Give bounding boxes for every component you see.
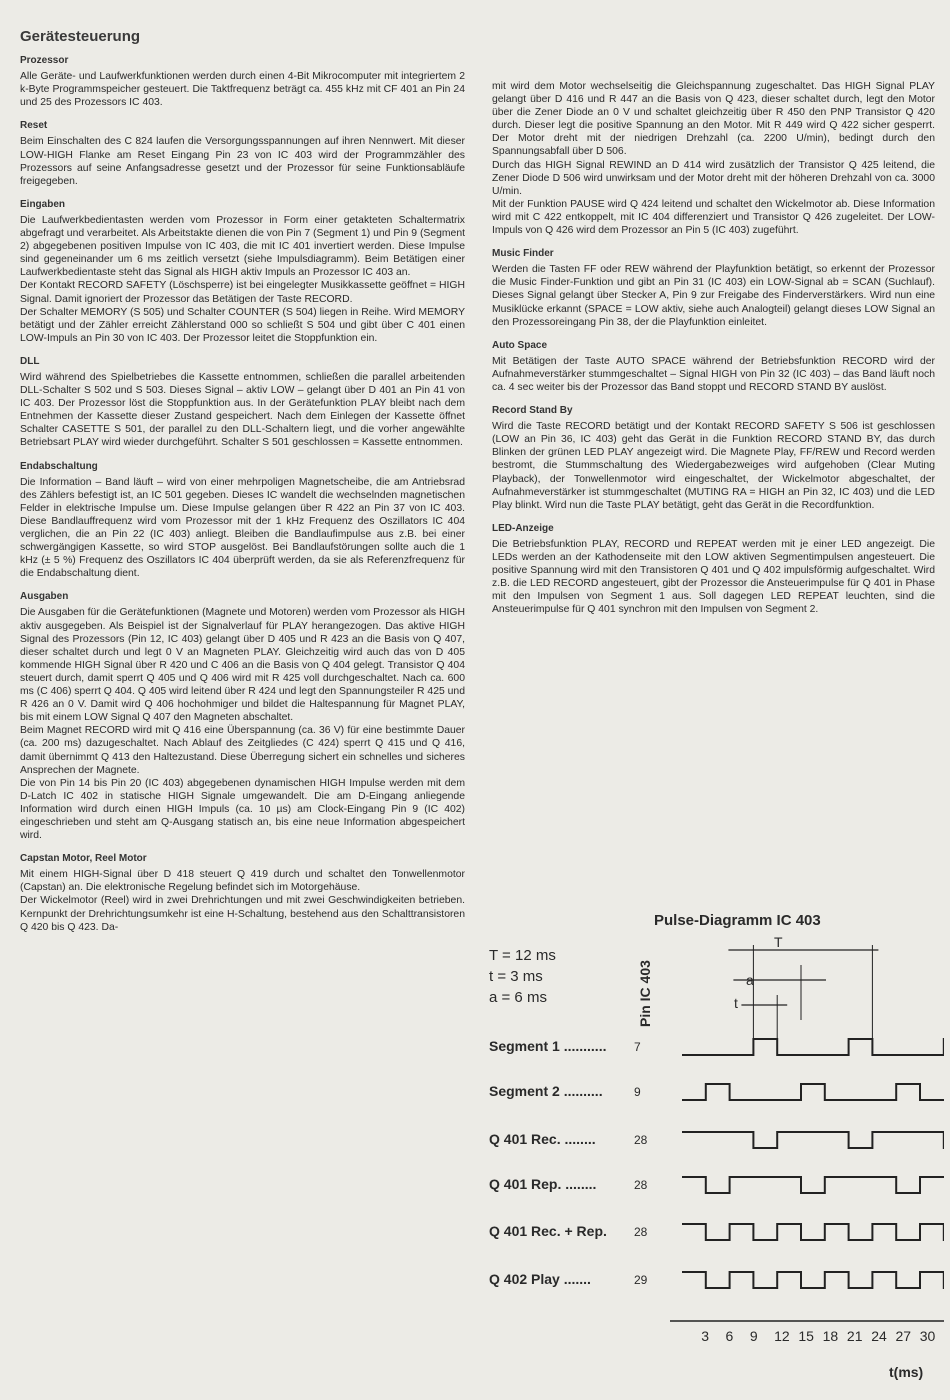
paragraph: Durch das HIGH Signal REWIND an D 414 wird zusätzlich der Transistor Q 425 leitend, die Zener Diode D 506 wird unwirksam und der Motor dreht mit der höheren Drehzahl von ca. 3000 U/min. <box>492 159 935 197</box>
paragraph: Mit Betätigen der Taste AUTO SPACE während der Betriebsfunktion RECORD wird der Aufnahmeverstärker stummgeschaltet – Signal HIGH von Pin 32 (IC 403) – das Band läuft noch ca. 4 sec weiter bis der Prozessor das Band stoppt und RECORD STAND BY auslöst. <box>492 355 935 393</box>
section-heading: Endabschaltung <box>20 460 98 472</box>
paragraph: Werden die Tasten FF oder REW während der Playfunktion betätigt, so erkennt der Prozessor die Music Finder-Funktion und gibt an Pin 31 (IC 403) ein LOW-Signal ab = SCAN (Suchlauf). Dieses Signal gelangt über Stecker A, Pin 9 zur Freigabe des Finderverstärkers. Wird nun eine Musiklücke erkannt (SPACE = LOW aktiv, siehe auch Analogteil) gelangt dieses LOW Signal an den Prozessoreingang Pin 38, der die Playfunktion einleitet. <box>492 264 935 328</box>
right-section <box>492 80 935 237</box>
paragraph: Die Ausgaben für die Gerätefunktionen (Magnete und Motoren) werden vom Prozessor als HIGH aktiv ausgegeben. Als Beispiel ist der Signalverlauf für PLAY herangezogen. Das aktive HIGH Signal des Prozessors (Pin 12, IC 403) gelangt über D 405 und R 423 an die Basis von Q 407, dieser schaltet durch und legt 0 V an Magneten PLAY. Gleichzeitig wird auch das von D 405 kommende HIGH Signal über R 420 und C 406 an die Basis von Q 404 gelegt. Transistor Q 404 steuert durch, damit sperrt Q 405 und Q 406 wird mit R 425 voll durchgeschaltet. Nach ca. 600 ms (C 406) sperrt Q 404. Q 405 wird leitend über R 424 und legt den Spannungsteiler R 425 und R 426 an 0 V. Damit wird Q 406 hochohmiger und bildet die Haltespannung für Magnet PLAY, bis mit einem LOW Signal Q 407 den Magneten abschaltet. <box>20 607 465 724</box>
section-heading: Capstan Motor, Reel Motor <box>20 853 147 865</box>
right-section <box>492 339 935 394</box>
left-section <box>20 54 465 109</box>
right-section <box>492 247 935 329</box>
signal-waveform <box>682 1224 944 1240</box>
paragraph: Mit der Funktion PAUSE wird Q 424 leitend und schaltet den Wickelmotor ab. Diese Information wird mit C 422 entkoppelt, mit IC 404 differenziert und Transistor Q 426 zugeleitet. Der LOW-Impuls von Q 426 wird dem Prozessor an Pin 5 (IC 403) zugeführt. <box>492 198 935 237</box>
time-tick-label: 18 <box>822 1328 839 1344</box>
signal-waveform <box>682 1084 944 1100</box>
section-heading: LED-Anzeige <box>492 522 554 534</box>
time-tick-label: 9 <box>749 1328 758 1344</box>
time-tick-label: 12 <box>774 1328 790 1344</box>
time-tick-label: 27 <box>895 1328 912 1344</box>
section-heading: Ausgaben <box>20 591 69 603</box>
signal-label: Segment 1 ........... <box>489 1038 607 1054</box>
diagram-param: t = 3 ms <box>489 968 543 985</box>
diagram-param: T = 12 ms <box>489 947 556 964</box>
paragraph: Beim Magnet RECORD wird mit Q 416 eine Überspannung (ca. 36 V) für eine bestimmte Dauer (ca. 200 ms) dazugeschaltet. Nach Ablauf des Zeitgliedes (C 424) sperrt Q 415 und Q 416, damit übernimmt Q 413 den Haltezustand. Diese Überregung sichert ein schnelles und sicheres Ansprechen der Magnete. <box>20 725 465 776</box>
marker-t: t <box>734 995 738 1011</box>
time-tick-label: 24 <box>871 1328 887 1344</box>
diagram-param: a = 6 ms <box>489 989 547 1006</box>
signal-pin: 9 <box>634 1085 641 1099</box>
signal-pin: 28 <box>634 1133 648 1147</box>
paragraph: Alle Geräte- und Laufwerkfunktionen werden durch einen 4-Bit Mikrocomputer mit integriertem 2 k-Byte Programmspeicher gesteuert. Die Taktfrequenz beträgt ca. 455 kHz mit CF 401 an Pin 24 und 25 des Prozessors IC 403. <box>20 71 465 109</box>
right-section <box>492 404 935 512</box>
signal-label: Q 402 Play ....... <box>489 1271 591 1287</box>
signal-label: Q 401 Rec. ........ <box>489 1131 596 1147</box>
pulse-diagram <box>484 905 944 1385</box>
time-tick-label: 6 <box>725 1328 734 1344</box>
signal-pin: 7 <box>634 1040 641 1054</box>
signal-waveform <box>682 1039 944 1055</box>
signal-label: Segment 2 .......... <box>489 1083 603 1099</box>
paragraph: Die Betriebsfunktion PLAY, RECORD und REPEAT werden mit je einer LED angezeigt. Die LEDs werden an der Kathodenseite mit den LOW aktiven Segmentimpulsen angesteuert. Die positive Spannung wird mit den Transistoren Q 401 und Q 402 impulsförmig aufgeschaltet. Wird z.B. die LED RECORD angesteuert, gibt der Prozessor die Ansteuerimpulse für Q 401 in Phase mit den Impulsen von Segment 1 aus. Soll dagegen LED REPEAT leuchten, sind die Ansteuerimpulse für Q 401 synchron mit den Impulsen von Segment 2. <box>492 538 935 616</box>
page-title: Gerätesteuerung <box>20 28 141 45</box>
signal-waveform <box>682 1177 944 1193</box>
section-heading: Reset <box>20 120 48 132</box>
left-section <box>20 119 465 187</box>
paragraph: Die Information – Band läuft – wird von einer mehrpoligen Magnetscheibe, die am Antriebsrad des Zählers befestigt ist, an IC 501 gegeben. Dieses IC wandelt die wechselnden magnetischen Felder in elektrische Impulse um. Diese Impulse gelangen über R 422 an Pin 37 von IC 403. Diese Bandlauffrequenz wird vom Prozessor mit der 1 kHz Frequenz des Oszillators IC 404 verglichen, die an Pin 22 (IC 403) anliegt. Bleiben die Bandlaufimpulse aus z.B. bei einer schwergängigen Kassette, so wird STOP ausgelöst. Bei Bandlaufstörungen sollte auch die 1 kHz (± 5 %) Frequenz des Oszillators IC 404 überprüft werden, da sie als Referenzfrequenz für die Endabschaltung dient. <box>20 476 465 580</box>
paragraph: Der Wickelmotor (Reel) wird in zwei Drehrichtungen und mit zwei Geschwindigkeiten betrieben. Kernpunkt der Drehrichtungsumkehr ist eine H-Schaltung, bestehend aus den Schalttransistoren Q 420 bis Q 423. Da- <box>20 895 465 933</box>
paragraph: Wird während des Spielbetriebes die Kassette entnommen, schließen die parallel arbeitenden DLL-Schalter S 502 und S 503. Dieses Signal – aktiv LOW – gelangt über D 401 an Pin 41 von IC 403. Der Prozessor löst die Stoppfunktion aus. In der Gerätefunktion PLAY bleibt nach dem Entnehmen der Kassette dieser Zustand gespeichert. Nach dem Einlegen der Kassette öffnet Schalter CASETTE S 501, der parallel zu den DLL-Schaltern liegt, und die vorher angewählte Betriebsart PLAY wird wieder durchgeführt. Schalter S 501 geschlossen = Kassette entnommen. <box>20 371 465 449</box>
section-heading: Auto Space <box>492 339 548 351</box>
pulse-diagram-svg <box>484 905 944 1385</box>
time-tick-label: 3 <box>701 1328 710 1344</box>
paragraph: Der Schalter MEMORY (S 505) und Schalter COUNTER (S 504) liegen in Reihe. Wird MEMORY betätigt und der Zähler erreicht Zählerstand 000 so schließt S 504 und gibt über C 401 einen LOW-Impuls an Pin 30 von IC 403. Der Prozessor leitet die Stoppfunktion ein. <box>20 306 465 344</box>
time-tick-label: 30 <box>919 1328 936 1344</box>
left-section <box>20 852 465 934</box>
paragraph: Die von Pin 14 bis Pin 20 (IC 403) abgegebenen dynamischen HIGH Impulse werden mit dem D-Latch IC 402 in statische HIGH Signale umgewandelt. Die am D-Eingang anliegende Information wird durch einen HIGH Impuls (ca. 10 µs) am Clock-Eingang Pin 9 (IC 402) eingeschrieben und steht am Q-Ausgang statisch an, bis eine neue Information abgespeichert wird. <box>20 777 465 842</box>
left-section <box>20 355 465 450</box>
section-heading: DLL <box>20 355 40 367</box>
left-section <box>20 460 465 581</box>
right-section <box>492 522 935 617</box>
signal-pin: 28 <box>634 1225 648 1239</box>
paragraph: Mit einem HIGH-Signal über D 418 steuert Q 419 durch und schaltet den Tonwellenmotor (Capstan) an. Die elektronische Regelung befindet sich im Motorgehäuse. <box>20 869 465 894</box>
section-heading: Eingaben <box>20 198 66 210</box>
signal-waveform <box>682 1132 944 1148</box>
time-axis-label: t(ms) <box>889 1364 924 1380</box>
diagram-title: Pulse-Diagramm IC 403 <box>654 912 821 929</box>
section-heading: Record Stand By <box>492 405 573 417</box>
left-column <box>20 54 465 944</box>
paragraph: mit wird dem Motor wechselseitig die Gleichspannung zugeschaltet. Das HIGH Signal PLAY gelangt über D 416 und R 447 an die Basis von Q 423, dieser schaltet durch, legt den Motor über die Zener Diode an 0 V und schaltet gleichzeitig über R 450 den PNP Transistor Q 420 durch. Dieser legt die positive Spannung an den Motor. Mit R 449 wird Q 422 sicher gesperrt. Der Motor dreht mit der niedrigen Drehzahl (ca. 2200 U/min), bedingt durch den Spannungsabfall über D 506. <box>492 81 935 158</box>
paragraph: Wird die Taste RECORD betätigt und der Kontakt RECORD SAFETY S 506 ist geschlossen (LOW an Pin 36, IC 403) geht das Gerät in die Funktion RECORD STAND BY, das durch Blinken der grünen LED PLAY angezeigt wird. Die Magnete Play, FF/REW und Record werden bestromt, die Stummschaltung des Wiedergabezweiges wird aufgehoben (Clear Muting Playback), der Tonwellenmotor wird eingeschaltet, der Wickelmotor abgeschaltet, der Aufnahmeverstärker ist stummgeschaltet (MUTING RA = HIGH an Pin 32, IC 403) und die LED Play blinkt. Wird nun die Taste PLAY betätigt, geht das Gerät in die Recordfunktion. <box>492 421 935 511</box>
signal-label: Q 401 Rep. ........ <box>489 1176 597 1192</box>
signal-label: Q 401 Rec. + Rep. <box>489 1223 607 1239</box>
pin-header: Pin IC 403 <box>637 960 653 1027</box>
section-heading: Music Finder <box>492 248 554 260</box>
signal-pin: 29 <box>634 1273 648 1287</box>
right-column <box>492 80 935 626</box>
signal-pin: 28 <box>634 1178 648 1192</box>
paragraph: Die Laufwerkbedientasten werden vom Prozessor in Form einer getakteten Schaltermatrix abgefragt und verarbeitet. Als Arbeitstakte dienen die von Pin 7 (Segment 1) und Pin 9 (Segment 2) abgegebenen positiven Impulse von IC 403, die mit IC 401 invertiert werden. Diese Impulse sind gegeneinander um 6 ms zeitlich versetzt (siehe Impulsdiagramm). Beim Betätigen einer Laufwerkbedientaste steht das Signal als HIGH aktiv Impuls an Prozessor IC 403 an. <box>20 214 465 279</box>
signal-waveform <box>682 1272 944 1288</box>
marker-a: a <box>746 972 754 988</box>
marker-T: T <box>774 934 783 950</box>
time-tick-label: 21 <box>846 1328 863 1344</box>
section-heading: Prozessor <box>20 55 69 66</box>
paragraph: Beim Einschalten des C 824 laufen die Versorgungsspannungen auf ihren Nennwert. Mit dieser LOW-HIGH Flanke am Reset Eingang Pin 23 von IC 403 wird der Programmzähler des Prozessors auf seine Anfangsadresse gesetzt und der Prozessor für seine Funktionsabläufe freigegeben. <box>20 136 465 187</box>
paragraph: Der Kontakt RECORD SAFETY (Löschsperre) ist bei eingelegter Musikkassette geöffnet = HIGH Signal. Damit ignoriert der Prozessor das Betätigen der Taste RECORD. <box>20 280 465 305</box>
left-section <box>20 198 465 345</box>
time-tick-label: 15 <box>798 1328 814 1344</box>
left-section <box>20 590 465 842</box>
